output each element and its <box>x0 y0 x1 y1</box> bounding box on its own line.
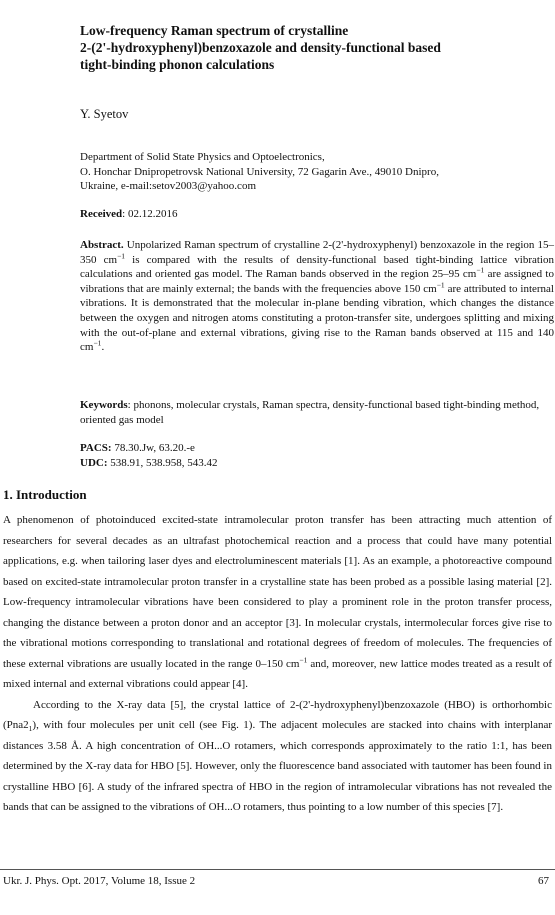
page-number: 67 <box>538 875 549 887</box>
paragraph-text: ), with four molecules per unit cell (see Fig. 1). The adjacent molecules are stacked into chains with interplanar distances 3.58 Å. A high concentration of OH...O rotamers, which corresponds approximately to the ratio 1:1, has been determined by the X-ray data for HBO [5]. However, only the fluorescence band associated with tautomer has been found in crystalline HBO [6]. A study of the infrared spectra of HBO in the region of intramolecular vibrations has not revealed the bands that can be assigned to the vibrations of OH...O rotamers, thus pointing to a low number of this species [7]. <box>3 719 552 813</box>
paragraph-sub: 1 <box>28 724 33 734</box>
paragraph <box>3 695 552 818</box>
keywords <box>80 398 554 427</box>
udc-value: 538.91, 538.958, 543.42 <box>107 456 218 469</box>
affiliation-line-1: Department of Solid State Physics and Optoelectronics, <box>80 151 325 163</box>
abstract-sup: −1 <box>476 265 485 275</box>
footer-divider <box>0 869 555 870</box>
affiliation-line-3: Ukraine, e-mail:setov2003@yahoo.com <box>80 180 256 192</box>
paragraph-sup: −1 <box>299 654 308 664</box>
affiliation-line-2: O. Honchar Dnipropetrovsk National University, 72 Gagarin Ave., 49010 Dnipro, <box>80 165 439 178</box>
received-value: : 02.12.2016 <box>122 208 178 220</box>
paragraph-text: According to the X-ray data [5], the crystal lattice of 2-(2'-hydroxyphenyl)benzoxazole (HBO) is orthorhombic (Pna2 <box>3 698 552 731</box>
abstract-sup: −1 <box>117 250 126 260</box>
abstract-sup: −1 <box>93 338 102 348</box>
paragraph <box>3 510 552 695</box>
keywords-value: : phonons, molecular crystals, Raman spectra, density-functional based tight-binding method, oriented gas model <box>80 399 540 426</box>
title-line-3: tight-binding phonon calculations <box>80 57 275 72</box>
abstract-text: are assigned to vibrations that are mainly external; the bands with the frequencies above 150 cm <box>80 268 554 295</box>
abstract-text: is compared with the results of density-functional based tight-binding lattice vibration calculations and oriented gas model. The Raman bands observed in the region 25–95 cm <box>80 253 554 281</box>
paragraph-text: and, moreover, new lattice modes treated as a result of mixed internal and external vibrations could appear [4]. <box>3 657 552 690</box>
paper-title <box>80 22 550 73</box>
udc-label: UDC: <box>80 456 108 469</box>
abstract <box>80 238 554 355</box>
abstract-label: Abstract. <box>80 239 124 251</box>
received-date <box>80 208 177 220</box>
classification-codes <box>80 441 218 470</box>
abstract-text: Unpolarized Raman spectrum of crystalline 2-(2'-hydroxyphenyl) benzoxazole in the region 15–350 cm <box>80 239 554 266</box>
paragraph-text: A phenomenon of photoinduced excited-state intramolecular proton transfer has been attracting much attention of researchers for several decades as an ultrafast photochemical reaction and a process that could have many potential applications, e.g. when tailoring laser dyes and electroluminescent materials [1]. As an example, a photoreactive compound based on excited-state intramolecular proton transfer in a crystalline state has been probed as a possible lasing material [2]. Low-frequency intramolecular vibrations have been considered to play a prominent role in the proton transfer process, changing the distance between a proton donor and an acceptor [3]. In molecular crystals, intermolecular forces give rise to the vibrational motions corresponding to translational and rotational degrees of freedom of molecules. The frequencies of these external vibrations are usually located in the range 0–150 cm <box>3 514 552 670</box>
keywords-label: Keywords <box>80 399 128 411</box>
title-line-2: 2-(2'-hydroxyphenyl)benzoxazole and density-functional based <box>80 40 441 55</box>
title-line-1: Low-frequency Raman spectrum of crystalline <box>80 23 349 38</box>
abstract-sup: −1 <box>436 280 445 290</box>
pacs-value: 78.30.Jw, 63.20.-e <box>111 442 195 454</box>
author-name: Y. Syetov <box>80 107 129 121</box>
affiliation <box>80 150 555 194</box>
introduction-body <box>3 510 552 818</box>
abstract-text: . <box>101 341 105 354</box>
pacs-label: PACS: <box>80 442 112 454</box>
abstract-text: are attributed to internal vibrations. It is demonstrated that the molecular in-plane bending vibration, which changes the distance between the oxygen and nitrogen atoms constituting a proton-transfer site, undergoes splitting and mixing with the out-of-plane and external vibrations, giving rise to the Raman bands observed at 115 and 140 cm <box>80 282 554 354</box>
section-heading: 1. Introduction <box>3 487 87 502</box>
journal-citation: Ukr. J. Phys. Opt. 2017, Volume 18, Issue 2 <box>3 875 196 887</box>
received-label: Received <box>80 208 123 220</box>
